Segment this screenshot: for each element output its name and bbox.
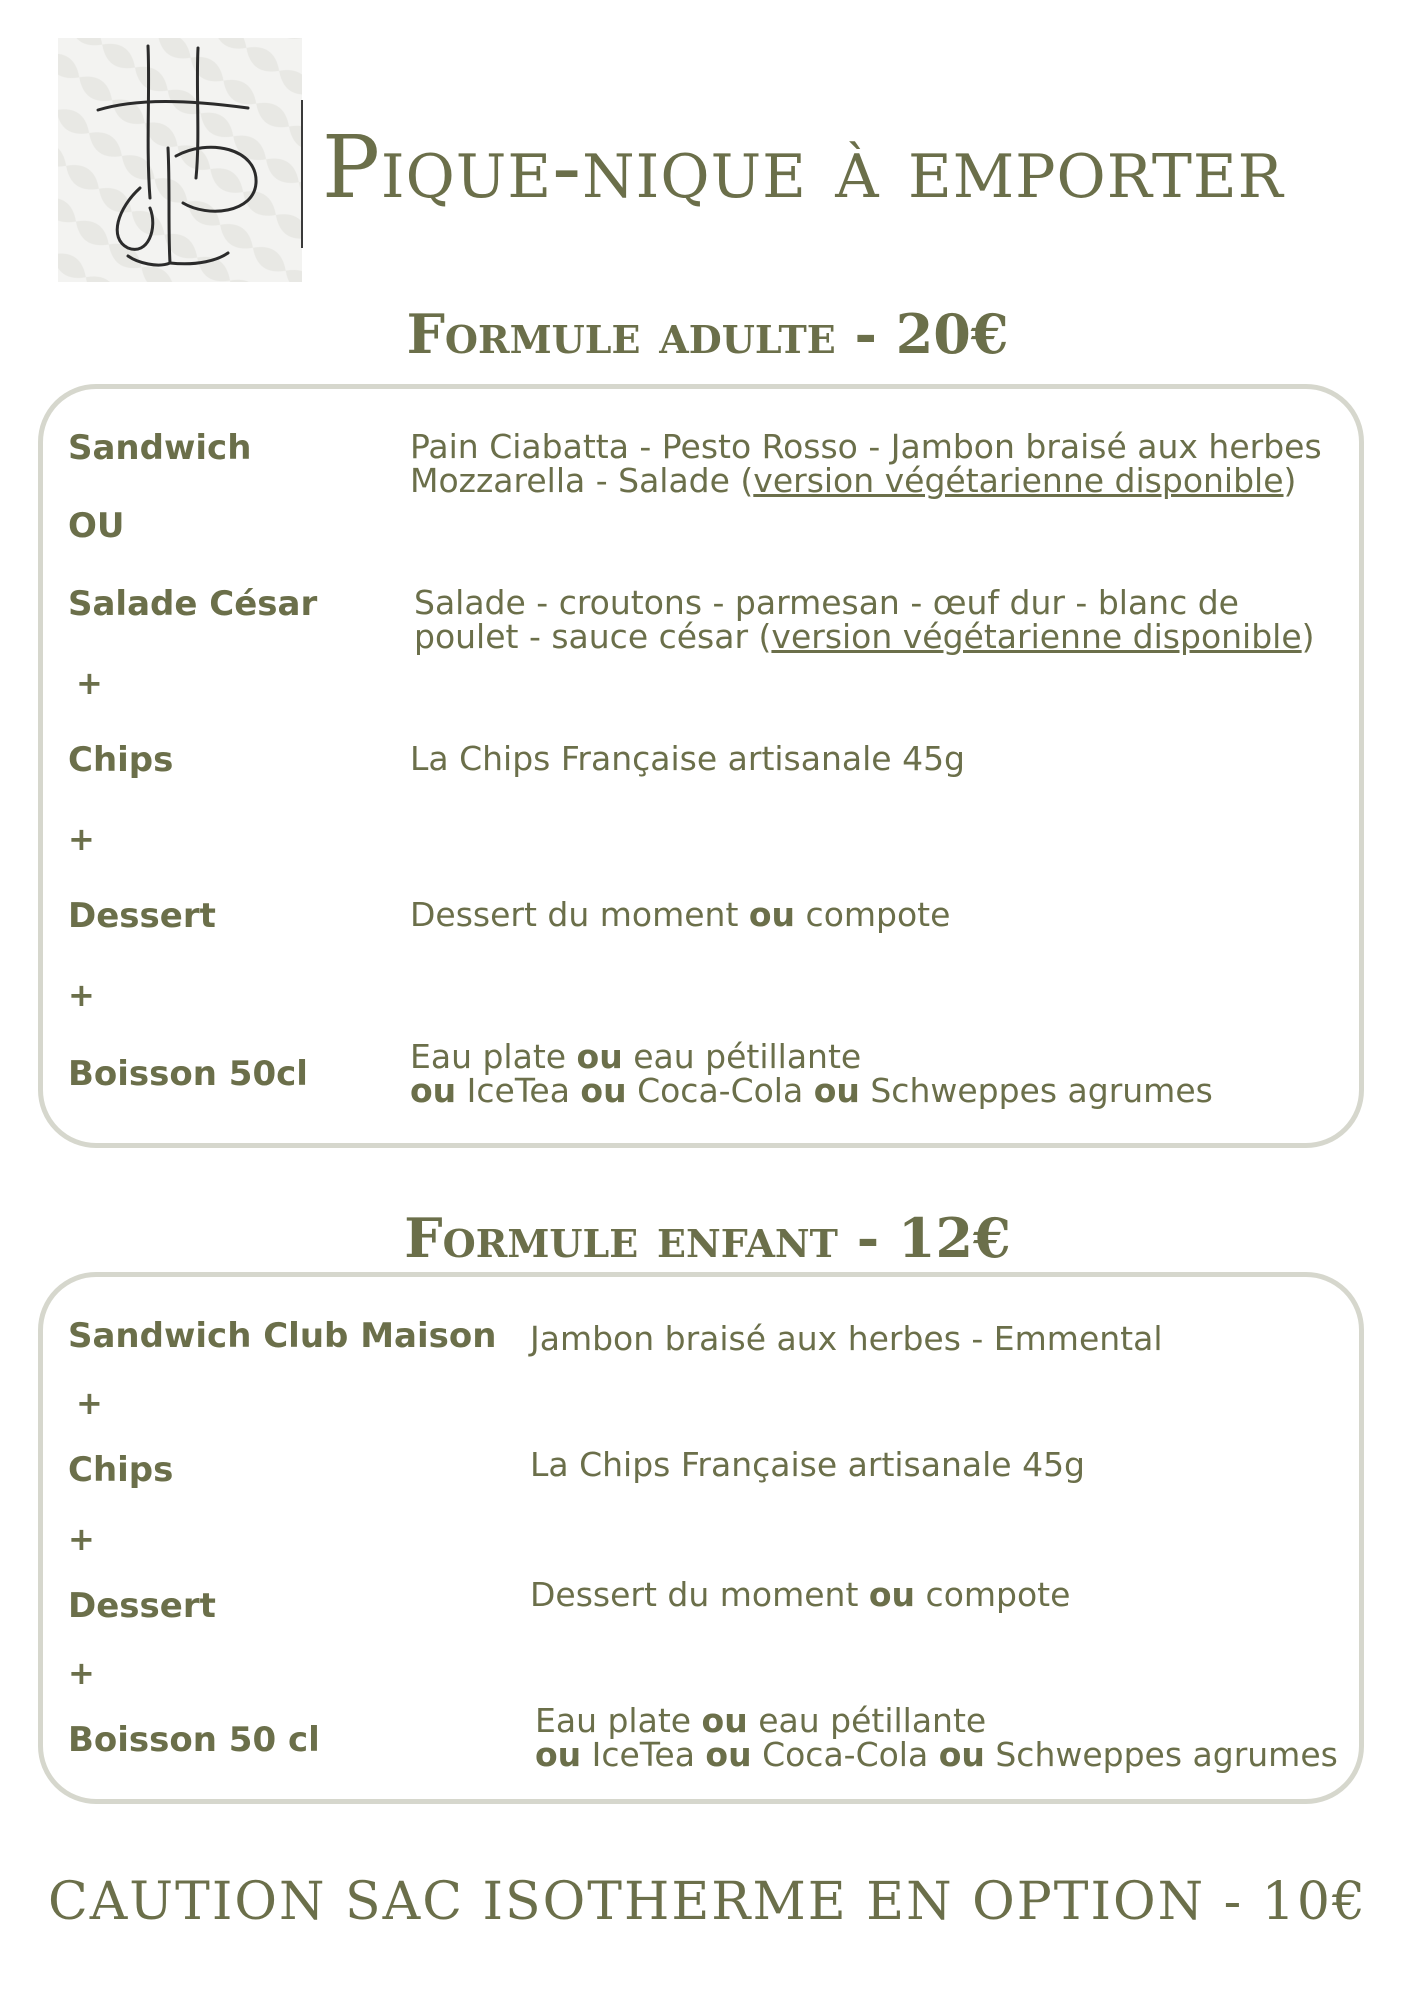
veg-option-link: version végétarienne disponible — [753, 461, 1284, 500]
kid-formula-title: Formule enfant - 12€ — [404, 1206, 1011, 1270]
adult-drink-label: Boisson 50cl — [68, 1054, 308, 1094]
page-title: Pique-nique à emporter — [322, 118, 1284, 218]
adult-dessert-desc: Dessert du moment ou compote — [410, 895, 951, 934]
adult-dessert-label: Dessert — [68, 896, 216, 936]
isothermal-bag-deposit: CAUTION SAC ISOTHERME EN OPTION - 10€ — [47, 1872, 1368, 1932]
adult-chips-label: Chips — [68, 740, 174, 780]
kid-dessert-desc: Dessert du moment ou compote — [530, 1575, 1071, 1614]
adult-salad-label: Salade César — [68, 584, 318, 624]
kid-drink-label: Boisson 50 cl — [68, 1720, 320, 1760]
adult-sandwich-desc: Pain Ciabatta - Pesto Rosso - Jambon braisé aux herbes Mozzarella - Salade (version végétarienne disponible) — [410, 427, 1322, 500]
kid-sandwich-label: Sandwich Club Maison — [68, 1316, 497, 1356]
plus-sign: + — [76, 1384, 103, 1422]
kid-drink-desc: Eau plate ou eau pétillante ou IceTea ou Coca-Cola ou Schweppes agrumes — [535, 1701, 1338, 1774]
adult-sandwich-label: Sandwich — [68, 428, 252, 468]
adult-or-label: OU — [68, 506, 125, 546]
adult-formula-title: Formule adulte - 20€ — [406, 302, 1009, 366]
kid-chips-desc: La Chips Française artisanale 45g — [530, 1445, 1086, 1484]
kid-dessert-label: Dessert — [68, 1586, 216, 1626]
logo — [58, 38, 302, 282]
plus-sign: + — [68, 1654, 95, 1692]
kid-sandwich-desc: Jambon braisé aux herbes - Emmental — [530, 1319, 1163, 1358]
adult-salad-desc: Salade - croutons - parmesan - œuf dur - blanc de poulet - sauce césar (version végétarienne disponible) — [414, 583, 1315, 656]
veg-option-link: version végétarienne disponible — [771, 617, 1302, 656]
adult-chips-desc: La Chips Française artisanale 45g — [410, 739, 966, 778]
kid-chips-label: Chips — [68, 1450, 174, 1490]
plus-sign: + — [68, 820, 95, 858]
plus-sign: + — [76, 664, 103, 702]
logo-divider — [301, 100, 303, 248]
adult-drink-desc: Eau plate ou eau pétillante ou IceTea ou Coca-Cola ou Schweppes agrumes — [410, 1037, 1213, 1110]
plus-sign: + — [68, 976, 95, 1014]
plus-sign: + — [68, 1520, 95, 1558]
